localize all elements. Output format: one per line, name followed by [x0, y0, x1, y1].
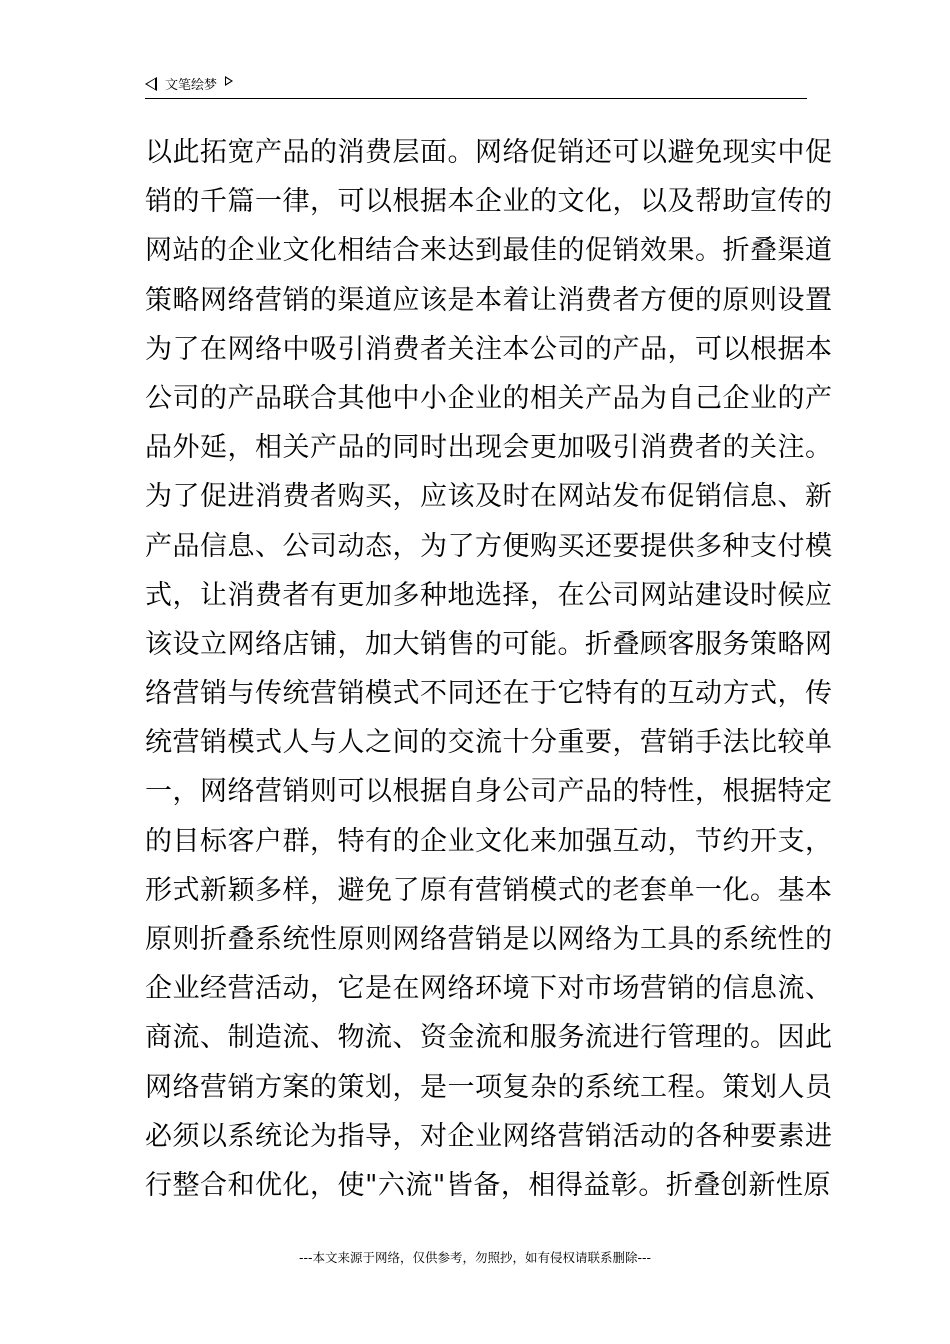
header-title-group: [145, 74, 233, 93]
text-line: 公司的产品联合其他中小企业的相关产品为自己企业的产: [145, 382, 833, 414]
page-footer: ---本文来源于网络，仅供参考，勿照抄，如有侵权请联系删除---: [298, 1250, 652, 1265]
text-line: 的目标客户群，特有的企业文化来加强互动，节约开支，: [145, 825, 833, 857]
text-line: 网站的企业文化相结合来达到最佳的促销效果。折叠渠道: [145, 235, 833, 267]
triangle-right-icon: [225, 76, 233, 86]
text-line: 一，网络营销则可以根据自身公司产品的特性，根据特定: [145, 776, 833, 808]
text-line: 统营销模式人与人之间的交流十分重要，营销手法比较单: [145, 727, 833, 759]
text-line: 策略网络营销的渠道应该是本着让消费者方便的原则设置: [145, 284, 833, 316]
text-line: 为了在网络中吸引消费者关注本公司的产品，可以根据本: [145, 333, 833, 365]
text-line: 为了促进消费者购买，应该及时在网站发布促销信息、新: [145, 481, 833, 513]
text-line: 品外延，相关产品的同时出现会更加吸引消费者的关注。: [145, 432, 833, 464]
text-line: 该设立网络店铺，加大销售的可能。折叠顾客服务策略网: [145, 628, 833, 660]
page-header: [145, 70, 807, 99]
text-line: 原则折叠系统性原则网络营销是以网络为工具的系统性的: [145, 924, 833, 955]
text-line: 产品信息、公司动态，为了方便购买还要提供多种支付模: [145, 530, 833, 562]
document-body: [145, 128, 833, 1210]
text-line: 销的千篇一律，可以根据本企业的文化，以及帮助宣传的: [145, 186, 833, 218]
text-line: 企业经营活动，它是在网络环境下对市场营销的信息流、: [145, 973, 833, 1005]
text-line: 式，让消费者有更加多种地选择，在公司网站建设时候应: [145, 579, 833, 611]
header-title: 文笔绘梦: [165, 78, 218, 93]
text-line: 必须以系统论为指导，对企业网络营销活动的各种要素进: [145, 1120, 833, 1152]
text-line: 商流、制造流、物流、资金流和服务流进行管理的。因此: [145, 1022, 833, 1054]
text-line: 以此拓宽产品的消费层面。网络促销还可以避免现实中促: [145, 137, 833, 168]
text-line: 行整合和优化，使"六流"皆备，相得益彰。折叠创新性原: [145, 1169, 831, 1201]
triangle-left-icon: [145, 77, 157, 91]
text-line: 络营销与传统营销模式不同还在于它特有的互动方式，传: [145, 678, 833, 710]
text-line: 形式新颖多样，避免了原有营销模式的老套单一化。基本: [145, 874, 833, 906]
text-line: 网络营销方案的策划，是一项复杂的系统工程。策划人员: [145, 1071, 833, 1103]
